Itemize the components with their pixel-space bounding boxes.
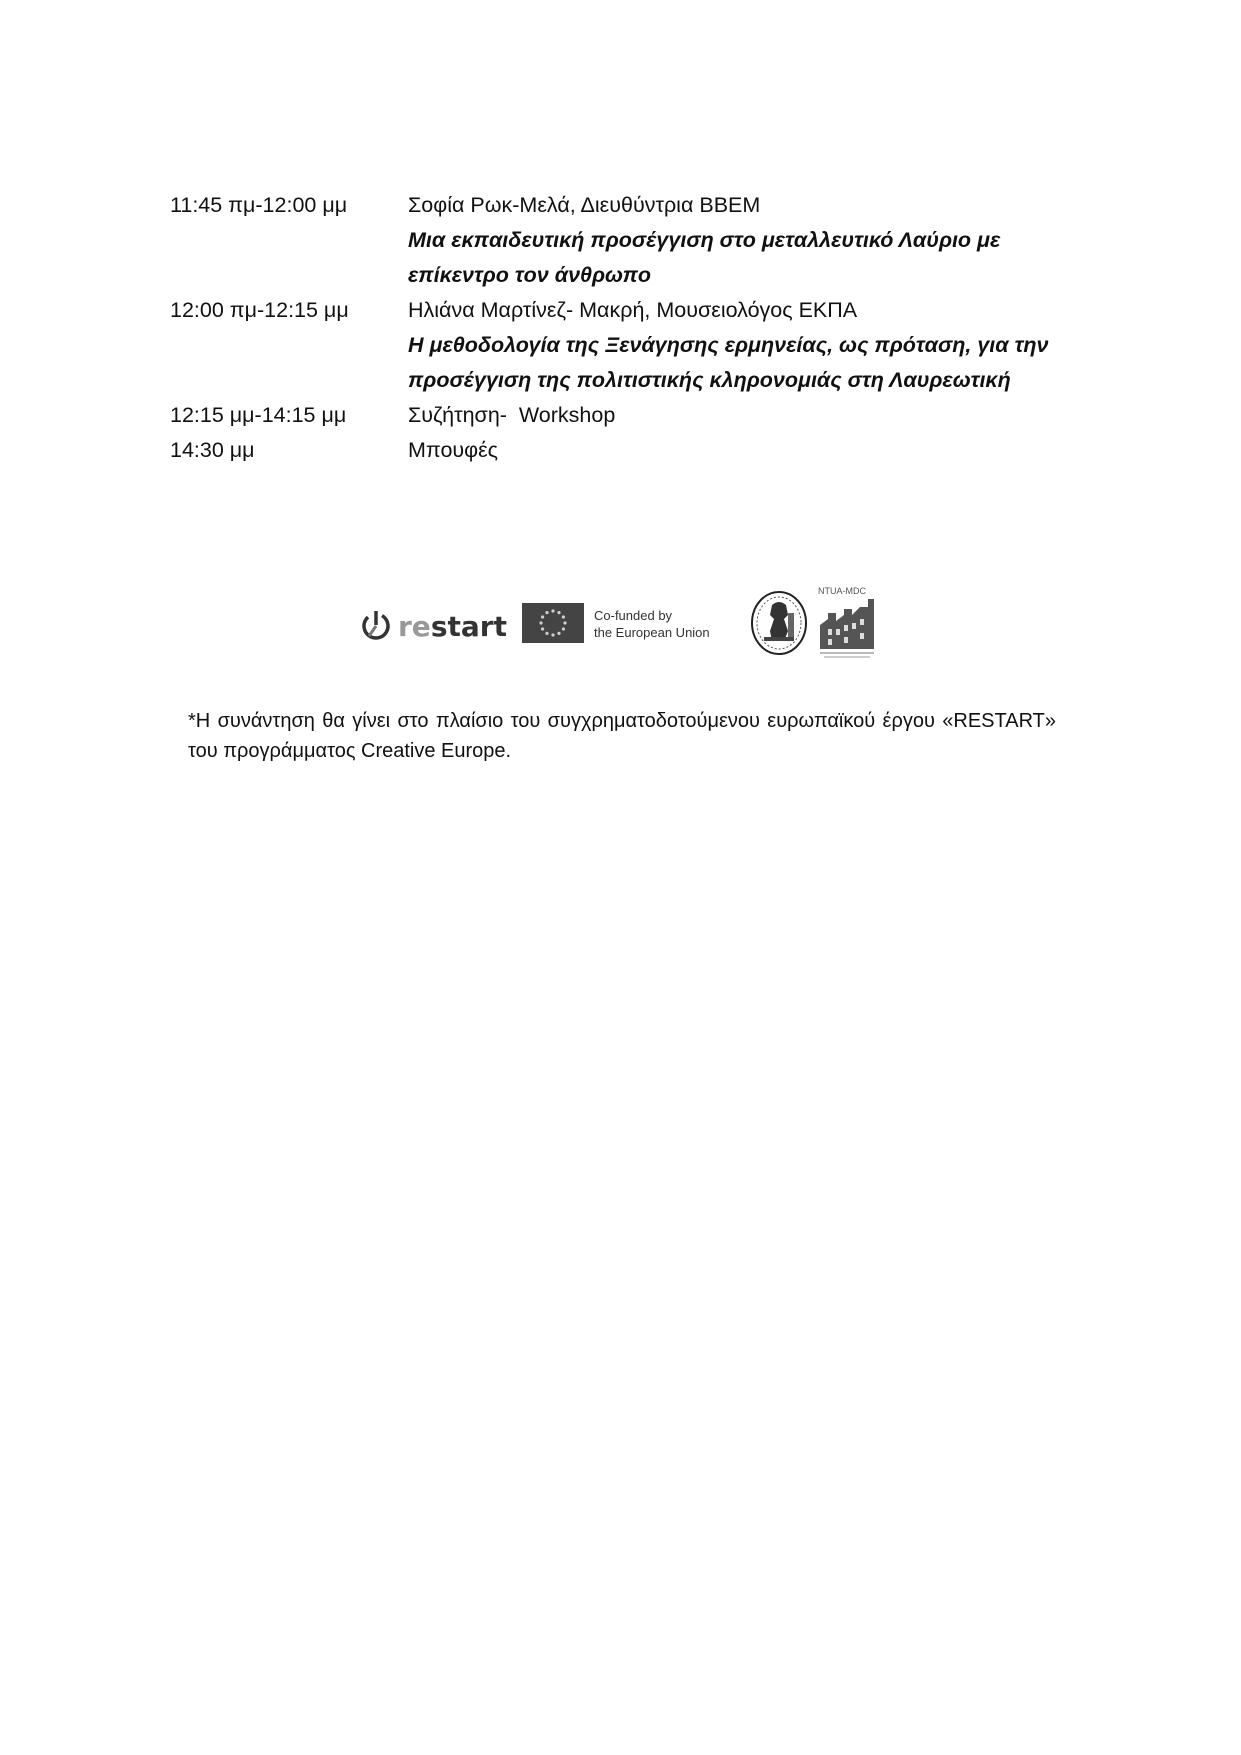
schedule-row	[170, 433, 1090, 468]
schedule-time: 11:45 πμ-12:00 μμ	[170, 193, 348, 217]
schedule-speaker: Ηλιάνα Μαρτίνεζ- Μακρή, Μουσειολόγος ΕΚΠΑ	[408, 298, 858, 322]
schedule-time: 12:15 μμ-14:15 μμ	[170, 403, 347, 427]
footnote-text: *Η συνάντηση θα γίνει στο πλαίσιο του συγχρηματοδοτούμενου ευρωπαϊκού έργου «RESTART» του προγράμματος Creative Europe.	[188, 710, 1056, 762]
schedule-row	[170, 398, 1090, 433]
eu-cofunded-logo	[522, 599, 732, 645]
ntua-mdc-logo	[814, 585, 884, 661]
schedule-time: 14:30 μμ	[170, 438, 255, 462]
schedule-time: 12:00 πμ-12:15 μμ	[170, 298, 349, 322]
schedule-content	[408, 188, 1090, 293]
sponsor-logos	[360, 585, 880, 665]
schedule-talk-title: Μια εκπαιδευτική προσέγγιση στο μεταλλευτικό Λαύριο με επίκεντρο τον άνθρωπο	[408, 228, 1001, 287]
ntua-mdc-logo-text: NTUA-MDC	[818, 586, 866, 596]
schedule-speaker: Μπουφές	[408, 438, 499, 462]
eu-logo-line1: Co-funded by	[594, 608, 673, 623]
restart-logo-text: restart	[398, 610, 507, 643]
eu-logo-line2: the European Union	[594, 625, 710, 640]
university-seal-logo	[748, 585, 810, 657]
schedule-talk-title: Η μεθοδολογία της Ξενάγησης ερμηνείας, ως πρόταση, για την προσέγγιση της πολιτιστικής κληρονομιάς στη Λαυρεωτική	[408, 333, 1049, 392]
schedule-speaker: Σοφία Ρωκ-Μελά, Διευθύντρια ΒΒΕΜ	[408, 193, 761, 217]
schedule-content	[408, 398, 1090, 433]
schedule-row	[170, 293, 1090, 398]
schedule-content	[408, 293, 1090, 398]
schedule-speaker: Συζήτηση- Workshop	[408, 403, 616, 427]
schedule-row	[170, 188, 1090, 293]
restart-logo	[360, 605, 516, 645]
schedule-content	[408, 433, 1090, 468]
schedule-table	[170, 188, 1090, 468]
